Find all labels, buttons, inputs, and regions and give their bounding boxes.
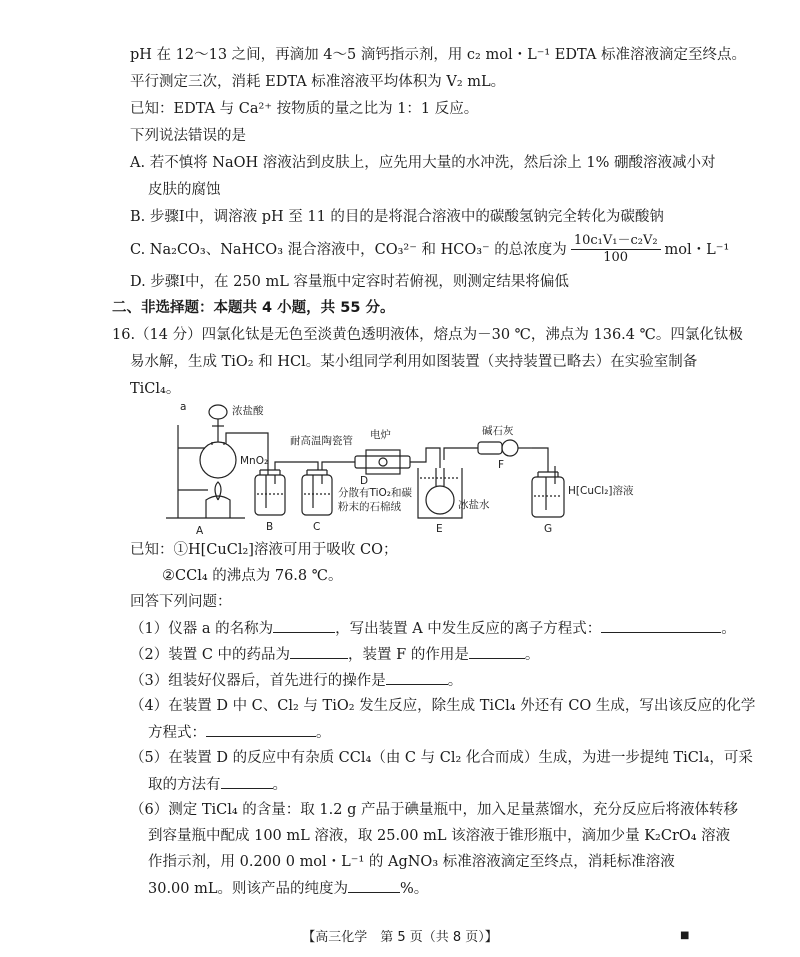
option-c-unit: mol・L⁻¹ [664, 241, 730, 258]
known-2: ②CCl₄ 的沸点为 76.8 ℃。 [162, 568, 343, 584]
question-stem: 下列说法错误的是 [130, 128, 246, 144]
page-footer: 【高三化学 第 5 页（共 8 页）】 [302, 930, 498, 945]
section-heading: 二、非选择题：本题共 4 小题，共 55 分。 [112, 300, 395, 316]
question-4-line-1: （4）在装置 D 中 C、Cl₂ 与 TiO₂ 发生反应，除生成 TiCl₄ 外还有 CO 生成，写出该反应的化学 [130, 698, 756, 714]
q4-blank[interactable] [206, 722, 316, 737]
q3-text-a: （3）组装好仪器后，首先进行的操作是 [130, 673, 386, 689]
fraction-numerator: 10c₁V₁－c₂V₂ [571, 233, 661, 250]
question-5-line-1: （5）在装置 D 的反应中有杂质 CCl₄（由 C 与 Cl₂ 化合而成）生成，为进一步提纯 TiCl₄，可采 [130, 750, 753, 766]
text-line-3: 已知：EDTA 与 Ca²⁺ 按物质的量之比为 1：1 反应。 [130, 101, 479, 117]
question-6-line-1: （6）测定 TiCl₄ 的含量：取 1.2 g 产品于碘量瓶中，加入足量蒸馏水，充分反应后将液体转移 [130, 802, 738, 818]
question-6-line-4 [148, 878, 428, 899]
answer-intro: 回答下列问题： [130, 594, 232, 610]
option-c-text: C. Na₂CO₃、NaHCO₃ 混合溶液中，CO₃²⁻ 和 HCO₃⁻ 的总浓度为 [130, 241, 567, 258]
q1-blank-2[interactable] [601, 618, 721, 633]
q6-text-d: 30.00 mL。则该产品的纯度为 [148, 881, 348, 897]
question-3 [130, 670, 462, 691]
q2-blank-1[interactable] [290, 644, 348, 659]
option-d: D. 步骤Ⅰ中，在 250 mL 容量瓶中定容时若俯视，则测定结果将偏低 [130, 274, 569, 290]
question-2 [130, 644, 539, 665]
q4-text-b: 方程式： [148, 725, 206, 741]
diagram-label-furnace: 电炉 [370, 429, 391, 441]
apparatus-diagram [160, 400, 680, 535]
q6-text-e: %。 [400, 881, 429, 897]
q2-text-c: 。 [524, 647, 540, 663]
option-a-line-2: 皮肤的腐蚀 [148, 182, 221, 198]
q3-blank[interactable] [386, 670, 448, 685]
diagram-label-ceramic-tube: 耐高温陶瓷管 [290, 435, 353, 447]
diagram-label-conc-hcl: 浓盐酸 [232, 405, 264, 417]
q5-text-c: 。 [272, 777, 287, 793]
diagram-label-cucl2: H[CuCl₂]溶液 [568, 485, 634, 497]
text-line-2: 平行测定三次，消耗 EDTA 标准溶液平均体积为 V₂ mL。 [130, 74, 506, 90]
q4-text-c: 。 [316, 725, 331, 741]
diagram-label-G: G [544, 523, 553, 535]
diagram-label-B: B [266, 521, 274, 533]
diagram-label-soda-lime: 碱石灰 [482, 425, 514, 437]
q1-blank-1[interactable] [273, 618, 335, 633]
q2-blank-2[interactable] [469, 644, 525, 659]
option-c-fraction [571, 233, 661, 266]
corner-mark: ■ [680, 930, 690, 941]
fraction-denominator: 100 [603, 250, 629, 265]
q16-line-2: 易水解，生成 TiO₂ 和 HCl。某小组同学利用如图装置（夹持装置已略去）在实验室制备 [130, 354, 698, 370]
text-line-1: pH 在 12～13 之间，再滴加 4～5 滴钙指示剂，用 c₂ mol・L⁻¹ EDTA 标准溶液滴定至终点。 [130, 47, 746, 63]
question-4-line-2 [148, 722, 331, 743]
q2-text-a: （2）装置 C 中的药品为 [130, 647, 291, 663]
option-a-line-1: A. 若不慎将 NaOH 溶液沾到皮肤上，应先用大量的水冲洗，然后涂上 1% 硼酸溶液减小对 [130, 155, 716, 171]
question-6-line-3: 作指示剂，用 0.200 0 mol・L⁻¹ 的 AgNO₃ 标准溶液滴定至终点，消耗标准溶液 [148, 854, 675, 870]
q2-text-b: ，装置 F 的作用是 [348, 647, 469, 663]
q16-line-3: TiCl₄。 [130, 381, 181, 397]
q3-text-b: 。 [447, 673, 463, 689]
diagram-label-a: a [180, 401, 187, 413]
option-c [130, 233, 729, 266]
diagram-label-coal-2: 粉末的石棉绒 [338, 501, 401, 513]
diagram-label-ice-water: 冰盐水 [458, 499, 490, 511]
q16-line-1: 16.（14 分）四氯化钛是无色至淡黄色透明液体，熔点为－30 ℃，沸点为 136.4 ℃。四氯化钛极 [112, 327, 743, 343]
diagram-label-mno2: MnO₂ [240, 455, 269, 467]
question-1 [130, 618, 736, 639]
diagram-label-C: C [313, 521, 321, 533]
question-6-line-2: 到容量瓶中配成 100 mL 溶液，取 25.00 mL 该溶液于锥形瓶中，滴加少量 K₂CrO₄ 溶液 [148, 828, 731, 844]
q5-blank[interactable] [221, 774, 273, 789]
diagram-label-F: F [498, 459, 505, 471]
diagram-label-E: E [436, 523, 443, 535]
diagram-label-A: A [196, 525, 204, 535]
diagram-label-d: D [360, 475, 369, 487]
q1-text-c: 。 [721, 621, 736, 637]
question-5-line-2 [148, 774, 287, 795]
q1-text-b: ，写出装置 A 中发生反应的离子方程式： [335, 621, 602, 637]
diagram-label-coal-1: 分散有TiO₂和碳 [338, 487, 412, 499]
known-1: 已知：①H[CuCl₂]溶液可用于吸收 CO； [130, 542, 398, 558]
q5-text-b: 取的方法有 [148, 777, 221, 793]
q6-blank[interactable] [348, 878, 400, 893]
option-b: B. 步骤Ⅰ中，调溶液 pH 至 11 的目的是将混合溶液中的碳酸氢钠完全转化为碳酸钠 [130, 209, 664, 225]
q1-text-a: （1）仪器 a 的名称为 [130, 621, 274, 637]
